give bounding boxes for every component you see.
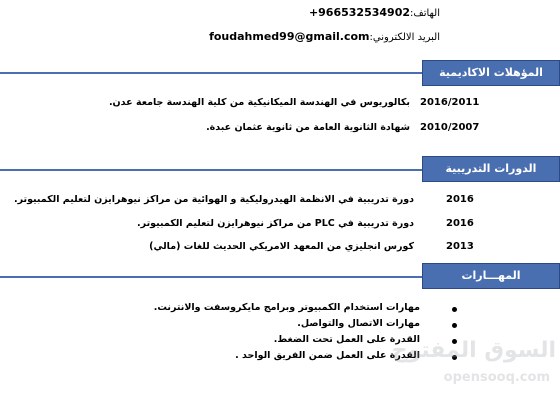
watermark-latin: opensooq.com bbox=[443, 370, 550, 385]
phone-line bbox=[309, 6, 440, 19]
bullet-icon bbox=[452, 339, 457, 344]
opensooq-watermark bbox=[391, 336, 560, 398]
skill-item: القدرة على العمل تحت الضغط. bbox=[273, 334, 420, 345]
skills-section-title: المهـــارات bbox=[422, 263, 560, 289]
courses-section-title: الدورات التدريبية bbox=[422, 156, 560, 182]
education-rule bbox=[0, 72, 422, 74]
education-item-text: بكالوريوس في الهندسة الميكانيكية من كلية الهندسة جامعة عدن. bbox=[108, 97, 410, 108]
bullet-icon bbox=[452, 307, 457, 312]
email-line bbox=[209, 30, 440, 43]
skill-item: مهارات استخدام الكمبيوتر وبرامج مايكروسفت والانترنت. bbox=[153, 302, 420, 313]
bullet-icon bbox=[452, 323, 457, 328]
course-item-year: 2016 bbox=[446, 218, 474, 229]
phone-value: +966532534902 bbox=[308, 6, 410, 19]
phone-label: الهاتف: bbox=[410, 8, 440, 19]
watermark-arabic: السوق المفتوح bbox=[391, 338, 556, 363]
course-item-text: دورة تدريبية في PLC من مراكز نيوهرايزن لتعليم الكمبيوتر. bbox=[137, 218, 414, 229]
email-value: foudahmed99@gmail.com bbox=[209, 30, 370, 43]
course-item-year: 2013 bbox=[446, 241, 474, 252]
skills-rule bbox=[0, 276, 422, 278]
education-item-text: شهادة الثانوية العامة من ثانوية عثمان عبدة. bbox=[206, 122, 410, 133]
course-item-year: 2016 bbox=[446, 194, 474, 205]
education-section-title: المؤهلات الاكاديمية bbox=[422, 60, 560, 86]
email-label: البريد الالكتروني: bbox=[369, 32, 440, 43]
skill-item: القدرة على العمل ضمن الفريق الواحد . bbox=[235, 350, 420, 361]
skill-item: مهارات الاتصال والتواصل. bbox=[297, 318, 420, 329]
bullet-icon bbox=[452, 355, 457, 360]
course-item-text: دورة تدريبية في الانظمة الهيدروليكية و الهوائية من مراكز نيوهرايزن لتعليم الكمبيوتر. bbox=[13, 194, 414, 205]
courses-rule bbox=[0, 169, 422, 171]
education-item-year: 2010/2007 bbox=[420, 122, 480, 133]
course-item-text: كورس انجليزي من المعهد الامريكي الحديث للغات (مالي) bbox=[149, 241, 414, 252]
education-item-year: 2016/2011 bbox=[420, 97, 480, 108]
